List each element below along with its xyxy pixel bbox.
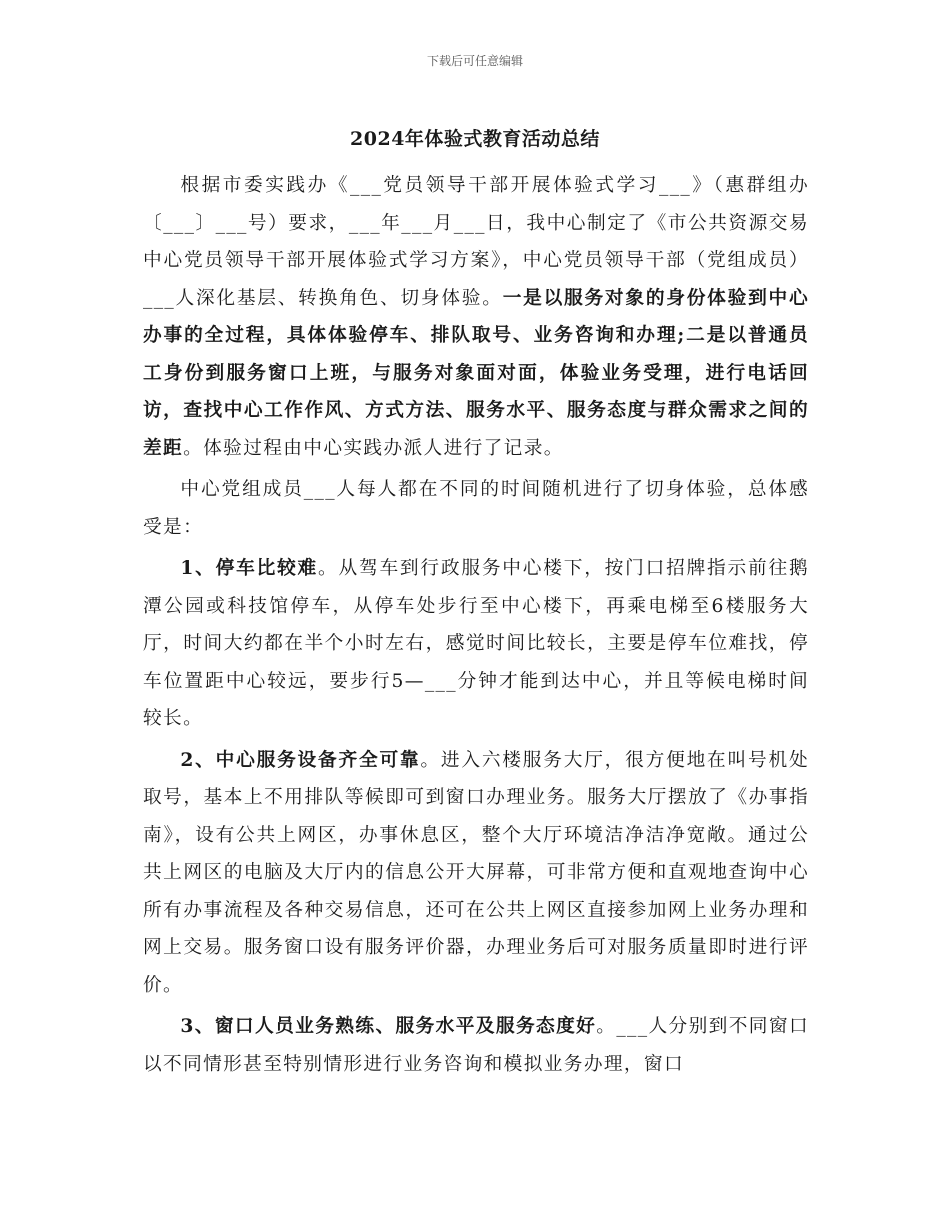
point-2-text: 。进入六楼服务大厅，很方便地在叫号机处取号，基本上不用排队等候即可到窗口办理业务。服务大厅摆放了《办事指南》，设有公共上网区，办事休息区，整个大厅环境洁净洁净宽敞。通过公共上网区的电脑及大厅内的信息公开大屏幕，可非常方便和直观地查询中心所有办事流程及各种交易信息，还可在公共上网区直接参加网上业务办理和网上交易。服务窗口设有服务评价器，办理业务后可对服务质量即时进行评价。 bbox=[143, 749, 809, 996]
paragraph-1 bbox=[143, 167, 809, 467]
paragraph-1-intro: 根据市委实践办《___党员领导干部开展体验式学习___》（惠群组办〔___〕___号）要求，___年___月___日，我中心制定了《市公共资源交易中心党员领导干部开展体验式学习方案》，中心党员领导干部（党组成员）___人深化基层、转换角色、切身体验。 bbox=[143, 175, 809, 309]
point-3-text: 。___人分别到不同窗口以不同情形甚至特别情形进行业务咨询和模拟业务办理，窗口 bbox=[143, 1016, 809, 1075]
point-2-heading: 2、中心服务设备齐全可靠 bbox=[180, 748, 421, 771]
point-1-heading: 1、停车比较难 bbox=[180, 557, 319, 579]
page-header: 下载后可任意编辑 bbox=[426, 54, 523, 68]
point-1-text: 。从驾车到行政服务中心楼下，按门口招牌指示前往鹅潭公园或科技馆停车，从停车处步行至中心楼下，再乘电梯至6楼服务大厅，时间大约都在半个小时左右，感觉时间比较长，主要是停车位难找，停车位置距中心较远，要步行5—___分钟才能到达中心，并且等候电梯时间较长。 bbox=[143, 558, 809, 729]
paragraph-5 bbox=[143, 1008, 809, 1083]
paragraph-1-end: 。体验过程由中心实践办派人进行了记录。 bbox=[183, 437, 564, 459]
paragraph-4 bbox=[143, 742, 809, 1005]
paragraph-1-emphasis: 一是以服务对象的身份体验到中心办事的全过程，具体体验停车、排队取号、业务咨询和办理;二是以普通员工身份到服务窗口上班，与服务对象面对面，体验业务受理，进行电话回访，查找中心工作作风、方式方法、服务水平、服务态度与群众需求之间的差距 bbox=[143, 286, 810, 459]
document-title: 2024年体验式教育活动总结 bbox=[350, 128, 600, 150]
document-body bbox=[143, 167, 809, 1083]
paragraph-2: 中心党组成员___人每人都在不同的时间随机进行了切身体验，总体感受是： bbox=[143, 479, 809, 538]
paragraph-3 bbox=[143, 550, 809, 738]
point-3-heading: 3、窗口人员业务熟练、服务水平及服务态度好 bbox=[180, 1015, 597, 1037]
